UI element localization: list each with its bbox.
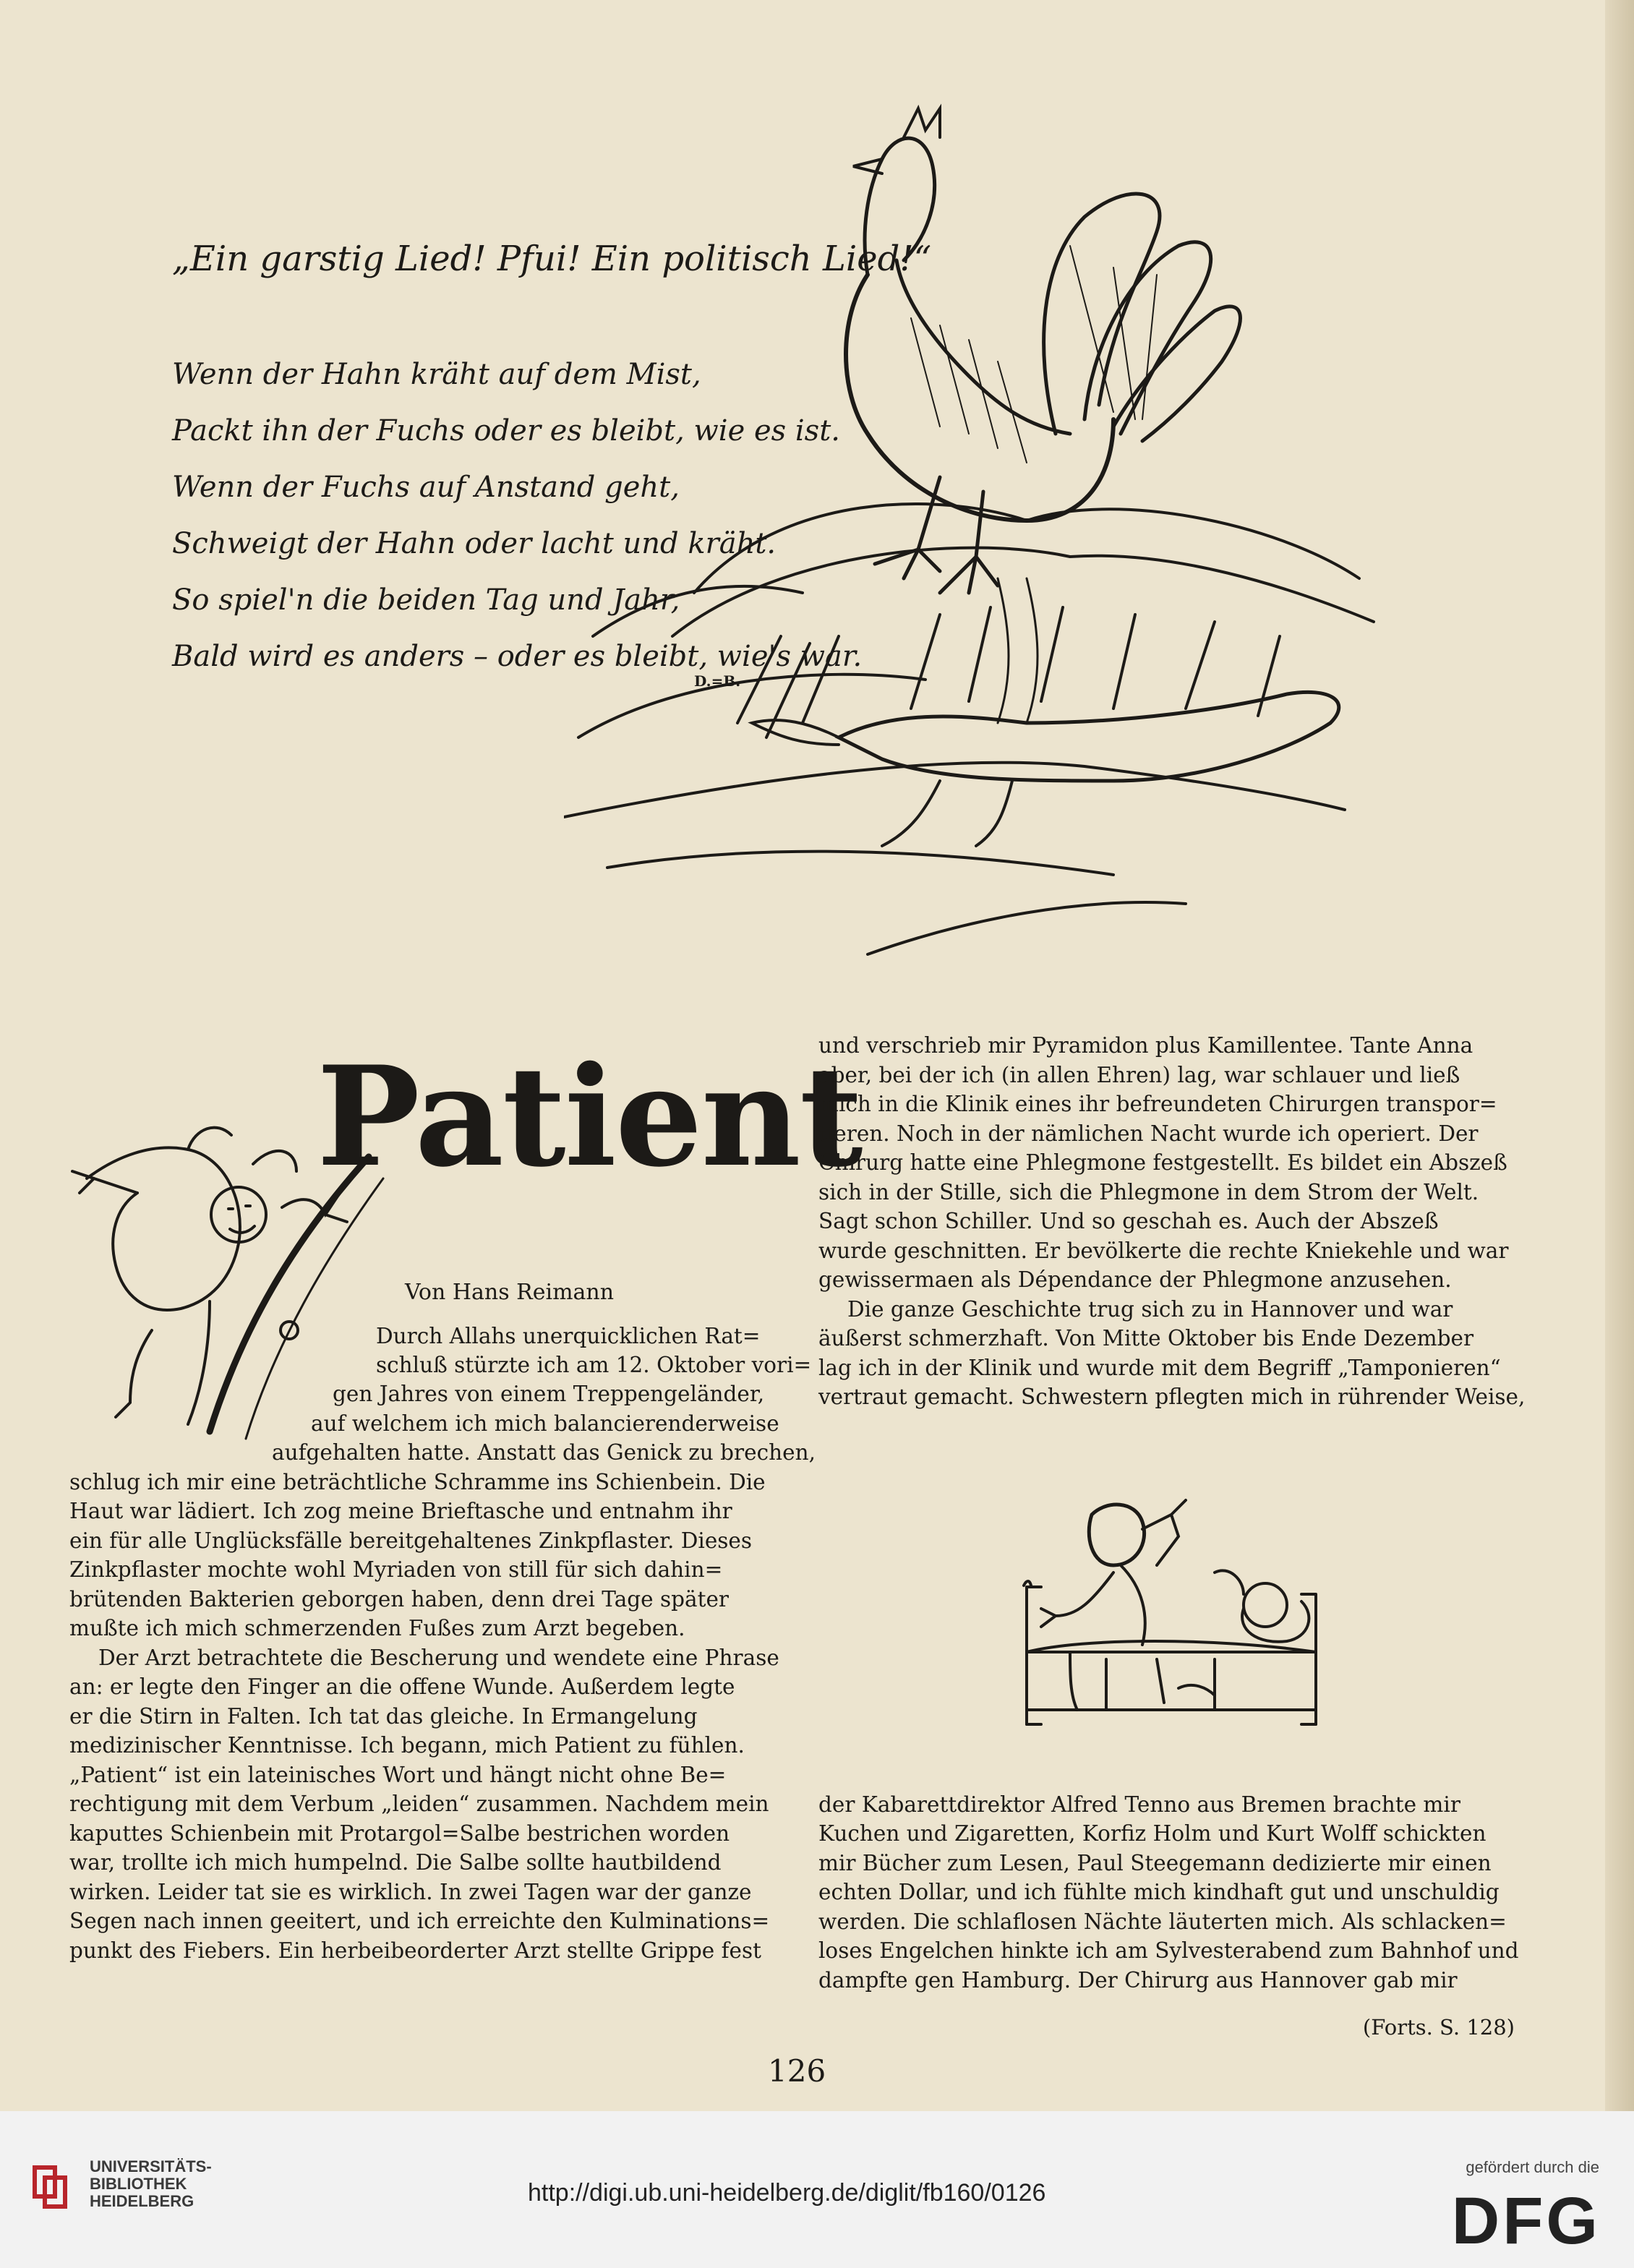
university-library-name	[90, 2158, 212, 2210]
article-text-line: Chirurg hatte eine Phlegmone festgestellt. Es bildet ein Abszeß	[818, 1150, 1507, 1175]
article-text-line: brütenden Bakterien geborgen haben, denn drei Tage später	[69, 1587, 730, 1612]
article-text-line: an: er legte den Finger an die offene Wunde. Außerdem legte	[69, 1674, 735, 1699]
article-text-line: Der Arzt betrachtete die Bescherung und wendete eine Phrase	[98, 1646, 779, 1670]
page-number: 126	[768, 2053, 826, 2089]
poem-line: Wenn der Hahn kräht auf dem Mist,	[172, 358, 701, 391]
poem-line: Packt ihn der Fuchs oder es bleibt, wie es ist.	[172, 414, 840, 448]
article-text-line: werden. Die schlaflosen Nächte läuterten mich. Als schlacken=	[818, 1909, 1507, 1934]
article-text-line: äußerst schmerzhaft. Von Mitte Oktober bis Ende Dezember	[818, 1326, 1474, 1351]
article-text-line: wurde geschnitten. Er bevölkerte die rechte Kniekehle und war	[818, 1238, 1509, 1263]
university-library-logo-icon	[29, 2162, 72, 2212]
article-text-line: Zinkpflaster mochte wohl Myriaden von still für sich dahin=	[69, 1557, 723, 1582]
page-edge-shadow	[1605, 0, 1634, 2111]
dfg-logo: DFG	[1451, 2184, 1601, 2258]
poem-line: Bald wird es anders – oder es bleibt, wie's war.	[172, 640, 863, 673]
article-text-line: wirken. Leider tat sie es wirklich. In zwei Tagen war der ganze	[69, 1880, 752, 1904]
article-text-line: der Kabarettdirektor Alfred Tenno aus Bremen brachte mir	[818, 1792, 1460, 1817]
library-name-line: UNIVERSITÄTS-	[90, 2157, 212, 2175]
article-text-line: Haut war lädiert. Ich zog meine Brieftasche und entnahm ihr	[69, 1499, 732, 1523]
poem-signature: D.=B.	[694, 672, 741, 690]
article-text-line: schlug ich mir eine beträchtliche Schramme ins Schienbein. Die	[69, 1470, 766, 1494]
article-byline: Von Hans Reimann	[405, 1280, 615, 1305]
article-text-line: vertraut gemacht. Schwestern pflegten mich in rührender Weise,	[818, 1385, 1526, 1409]
poem-title: „Ein garstig Lied! Pfui! Ein politisch Lied!“	[172, 239, 932, 279]
library-name-line: BIBLIOTHEK	[90, 2175, 187, 2193]
article-text-line: auf welchem ich mich balancierenderweise	[311, 1411, 779, 1436]
article-text-line: „Patient“ ist ein lateinisches Wort und hängt nicht ohne Be=	[69, 1763, 727, 1787]
permalink-url[interactable]: http://digi.ub.uni-heidelberg.de/diglit/fb160/0126	[528, 2179, 1046, 2207]
article-text-line: Durch Allahs unerquicklichen Rat=	[376, 1324, 761, 1348]
article-text-line: Segen nach innen geeitert, und ich erreichte den Kulminations=	[69, 1909, 770, 1933]
poem-line: So spiel'n die beiden Tag und Jahr,	[172, 583, 680, 617]
article-text-line: ein für alle Unglücksfälle bereitgehaltenes Zinkpflaster. Dieses	[69, 1528, 753, 1553]
rooster-fox-illustration	[564, 87, 1562, 983]
article-text-line: mich in die Klinik eines ihr befreundeten Chirurgen transpor=	[818, 1092, 1497, 1116]
article-text-line: aber, bei der ich (in allen Ehren) lag, war schlauer und ließ	[818, 1063, 1460, 1087]
article-text-line: rechtigung mit dem Verbum „leiden“ zusammen. Nachdem mein	[69, 1792, 769, 1816]
article-headline: Patient	[317, 1036, 862, 1197]
article-text-line: gen Jahres von einem Treppengeländer,	[333, 1382, 765, 1406]
article-text-line: mir Bücher zum Lesen, Paul Steegemann dedizierte mir einen	[818, 1851, 1492, 1875]
article-text-line: war, trollte ich mich humpelnd. Die Salbe sollte hautbildend	[69, 1850, 722, 1875]
article-text-line: gewissermaen als Dépendance der Phlegmone anzusehen.	[818, 1267, 1452, 1292]
sickbed-illustration	[998, 1486, 1345, 1742]
article-text-line: medizinischer Kenntnisse. Ich begann, mich Patient zu fühlen.	[69, 1733, 745, 1758]
article-text-line: echten Dollar, und ich fühlte mich kindhaft gut und unschuldig	[818, 1880, 1500, 1904]
article-text-line: loses Engelchen hinkte ich am Sylvesterabend zum Bahnhof und	[818, 1938, 1519, 1963]
article-text-line: Die ganze Geschichte trug sich zu in Hannover und war	[847, 1297, 1453, 1322]
article-text-line: er die Stirn in Falten. Ich tat das gleiche. In Ermangelung	[69, 1704, 698, 1729]
article-text-line: kaputtes Schienbein mit Protargol=Salbe bestrichen worden	[69, 1821, 730, 1846]
article-text-line: Kuchen und Zigaretten, Korfiz Holm und Kurt Wolff schickten	[818, 1821, 1487, 1846]
article-text-line: punkt des Fiebers. Ein herbeibeorderter Arzt stellte Grippe fest	[69, 1938, 761, 1963]
article-text-line: mußte ich mich schmerzenden Fußes zum Arzt begeben.	[69, 1616, 685, 1640]
article-text-line: schluß stürzte ich am 12. Oktober vori=	[376, 1353, 812, 1377]
article-text-line: Sagt schon Schiller. Und so geschah es. Auch der Abszeß	[818, 1209, 1439, 1233]
article-text-line: tieren. Noch in der nämlichen Nacht wurde ich operiert. Der	[818, 1121, 1479, 1146]
article-text-line: dampfte gen Hamburg. Der Chirurg aus Hannover gab mir	[818, 1968, 1458, 1993]
library-name-line: HEIDELBERG	[90, 2192, 194, 2210]
poem-line: Schweigt der Hahn oder lacht und kräht.	[172, 527, 777, 560]
funded-by-label: gefördert durch die	[1466, 2158, 1599, 2176]
poem-line: Wenn der Fuchs auf Anstand geht,	[172, 471, 680, 504]
article-text-line: sich in der Stille, sich die Phlegmone in dem Strom der Welt.	[818, 1180, 1479, 1204]
article-text-line: und verschrieb mir Pyramidon plus Kamillentee. Tante Anna	[818, 1033, 1473, 1058]
continued-note: (Forts. S. 128)	[1362, 2015, 1515, 2040]
article-text-line: lag ich in der Klinik und wurde mit dem Begriff „Tamponieren“	[818, 1356, 1501, 1380]
article-text-line: aufgehalten hatte. Anstatt das Genick zu brechen,	[272, 1440, 816, 1465]
